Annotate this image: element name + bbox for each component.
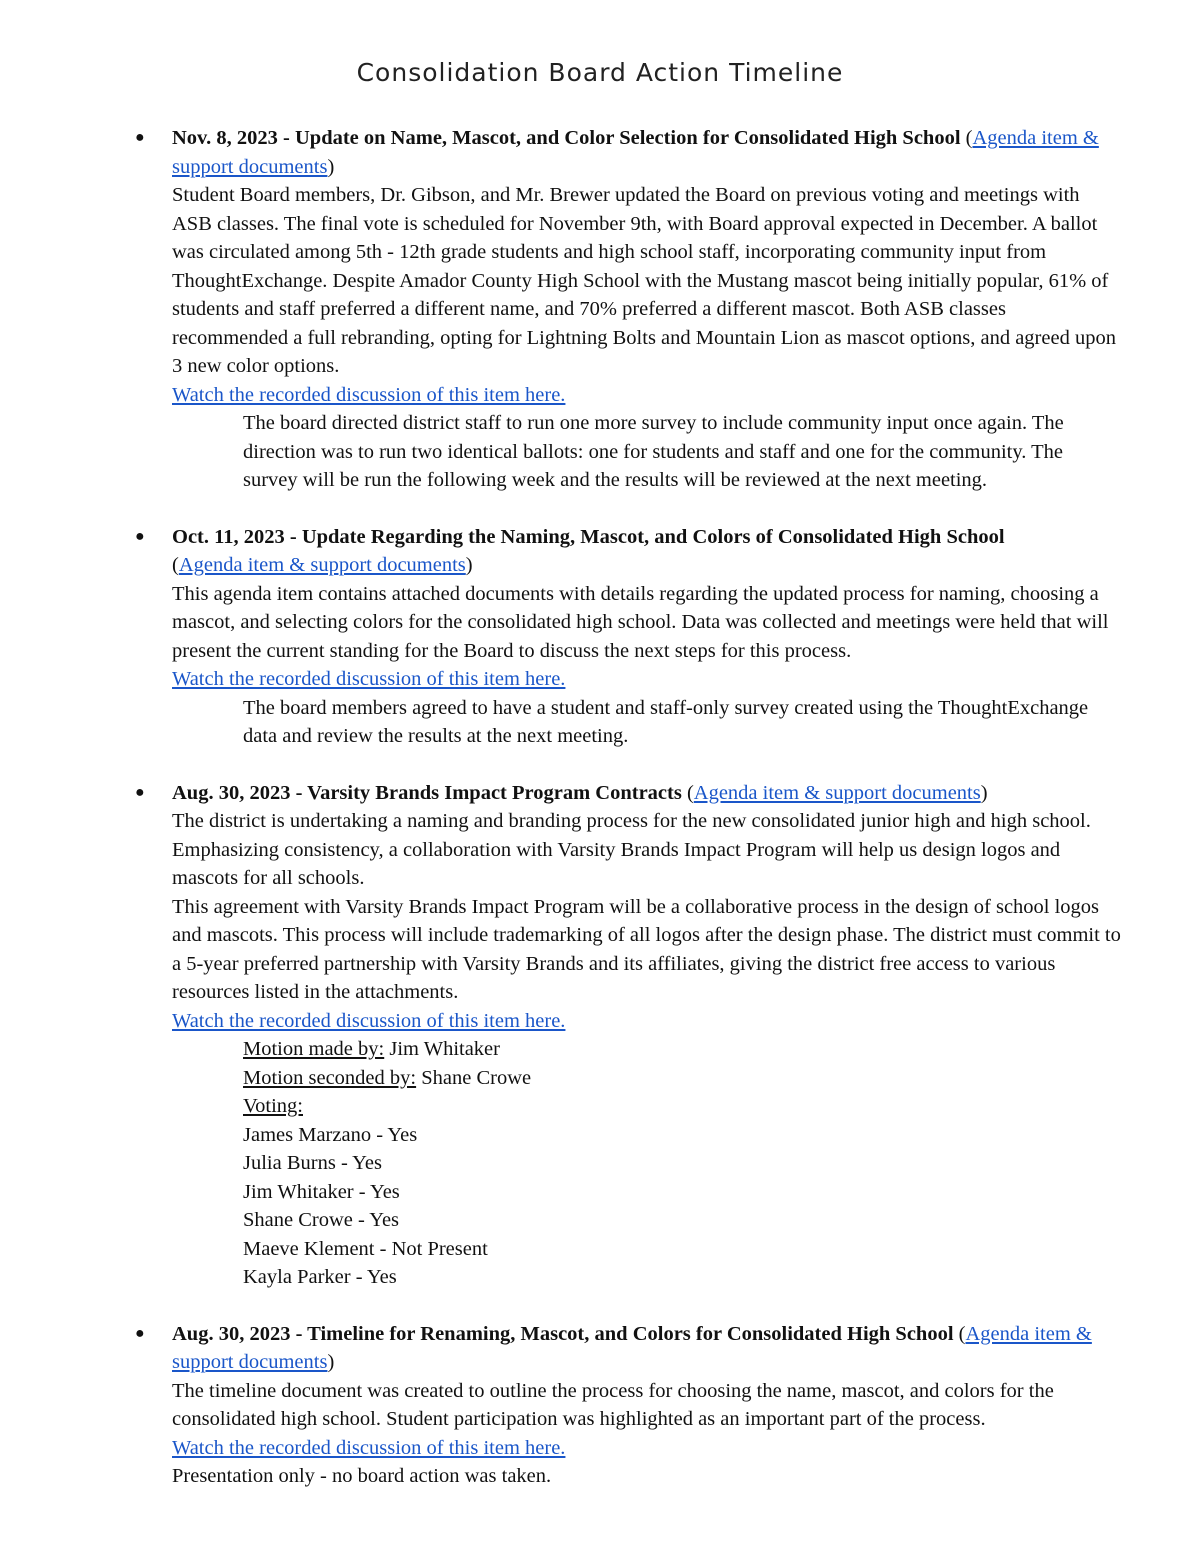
entry-heading-line: Aug. 30, 2023 - Varsity Brands Impact Program Contracts (Agenda item & support documents) [172,781,988,804]
entry-heading: Aug. 30, 2023 - Timeline for Renaming, Mascot, and Colors for Consolidated High School [172,1322,954,1345]
voting-label: Voting: [243,1095,303,1117]
vote-record: Kayla Parker - Yes [243,1266,397,1288]
page-title: Consolidation Board Action Timeline [356,58,844,87]
entry-heading: Aug. 30, 2023 - Varsity Brands Impact Program Contracts [172,781,682,804]
motion-made-by: Jim Whitaker [384,1038,500,1060]
watch-recording-link[interactable]: Watch the recorded discussion of this item here. [172,383,566,406]
entry-body-continued: This agreement with Varsity Brands Impact Program will be a collaborative process in the design of school logos and mascots. This process will include trademarking of all logos after the design phase. The district must commit to a 5-year preferred partnership with Varsity Brands and its affiliates, giving the district free access to various resources listed in the attachments. [172,895,1121,1003]
vote-record: Julia Burns - Yes [243,1152,382,1174]
board-action-text: The board directed district staff to run one more survey to include community input once again. The direction was to run two identical ballots: one for students and staff and one for the community. The survey will be run the following week and the results will be reviewed at the next meeting. [243,412,1064,491]
entry-heading: Nov. 8, 2023 - Update on Name, Mascot, and Color Selection for Consolidated High School [172,127,961,149]
agenda-documents-link[interactable]: Agenda item & support documents [172,1322,1092,1373]
board-action-text: Presentation only - no board action was taken. [172,1465,552,1487]
vote-record: Jim Whitaker - Yes [243,1180,400,1203]
bullet-icon: ● [135,783,145,801]
motion-made-label: Motion made by: [243,1038,385,1060]
entry-body: The timeline document was created to outline the process for choosing the name, mascot, and colors for the consolidated high school. Student participation was highlighted as an important part of the process. [172,1379,1054,1430]
timeline-entry [135,523,1122,751]
entry-body: This agenda item contains attached documents with details regarding the updated process for naming, choosing a mascot, and selecting colors for the consolidated high school. Data was collected and meetings were held that will present the current standing for the Board to discuss the next steps for this process. [172,582,1109,662]
timeline-entry [135,779,1122,1292]
entry-body: Student Board members, Dr. Gibson, and Mr. Brewer updated the Board on previous voting and meetings with ASB classes. The final vote is scheduled for November 9th, with Board approval expected in December. A ballot was circulated among 5th - 12th grade students and high school staff, incorporating community input from ThoughtExchange. Despite Amador County High School with the Mustang mascot being initially popular, 61% of students and staff preferred a different name, and 70% preferred a different mascot. Both ASB classes recommended a full rebranding, opting for Lightning Bolts and Mountain Lion as mascot options, and agreed upon 3 new color options. [172,184,1116,377]
entry-heading-line: Aug. 30, 2023 - Timeline for Renaming, Mascot, and Colors for Consolidated High School (Agenda item & support documents) [172,1322,1092,1373]
bullet-icon: ● [135,129,145,146]
entry-body: The district is undertaking a naming and branding process for the new consolidated junior high and high school. Emphasizing consistency, a collaboration with Varsity Brands Impact Program will help us design logos and mascots for all schools. [172,810,1091,889]
motion-seconded-by: Shane Crowe [416,1066,532,1089]
agenda-documents-link[interactable]: Agenda item & support documents [693,781,981,804]
board-action-text: The board members agreed to have a student and staff-only survey created using the ThoughtExchange data and review the results at the next meeting. [243,696,1089,747]
vote-record: Maeve Klement - Not Present [243,1237,488,1260]
bullet-icon: ● [135,527,145,545]
entry-heading: Oct. 11, 2023 - Update Regarding the Naming, Mascot, and Colors of Consolidated High School [172,525,1005,548]
agenda-documents-link[interactable]: Agenda item & support documents [178,554,466,576]
entry-heading-line: Nov. 8, 2023 - Update on Name, Mascot, and Color Selection for Consolidated High School (Agenda item & support documents) [172,127,1099,178]
watch-recording-link[interactable]: Watch the recorded discussion of this item here. [172,668,566,690]
motion-details [172,1035,1122,1292]
bullet-icon: ● [135,1324,145,1342]
entry-heading-line: Oct. 11, 2023 - Update Regarding the Naming, Mascot, and Colors of Consolidated High School (Agenda item & support documents) [172,525,1005,576]
vote-record: Shane Crowe - Yes [243,1209,400,1231]
timeline-entry [135,1320,1122,1491]
vote-record: James Marzano - Yes [243,1123,418,1146]
watch-recording-link[interactable]: Watch the recorded discussion of this item here. [172,1436,566,1459]
motion-seconded-label: Motion seconded by: [243,1066,417,1089]
watch-recording-link[interactable]: Watch the recorded discussion of this item here. [172,1009,566,1032]
timeline-list [135,124,1122,1519]
agenda-documents-link[interactable]: Agenda item & support documents [172,127,1099,178]
timeline-entry [135,124,1122,495]
